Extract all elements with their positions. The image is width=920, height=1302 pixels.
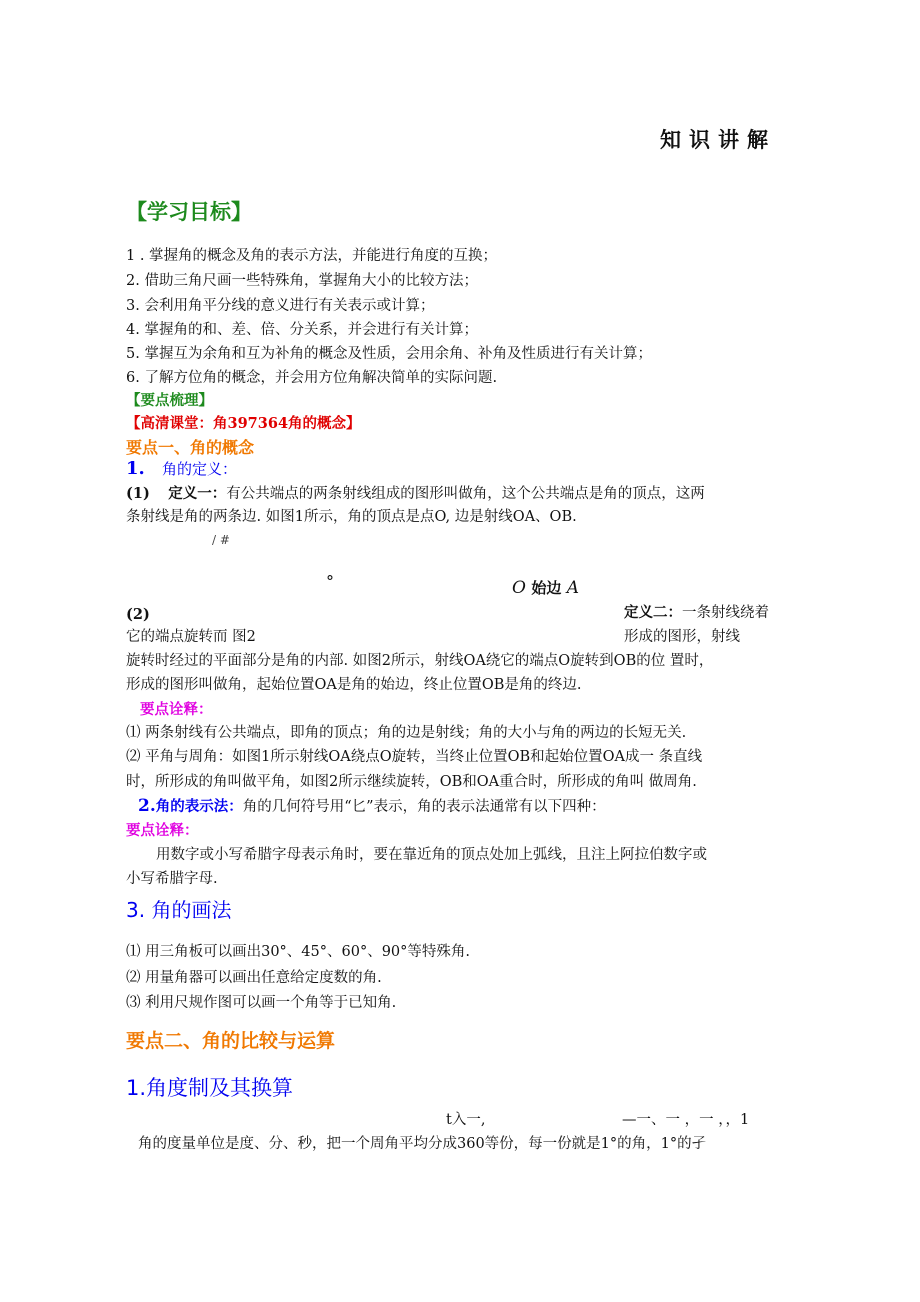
- def-number: (1): [126, 485, 150, 502]
- subsection-4: 1.角度制及其换算: [126, 1076, 294, 1100]
- figure-label: [512, 578, 579, 598]
- draw-item: ⑵ 用量角器可以画出任意给定度数的角.: [126, 970, 382, 986]
- label-o: O: [512, 578, 526, 598]
- goal-item: 3. 会利用角平分线的意义进行有关表示或计算；: [126, 298, 435, 314]
- goal-item: 5. 掌握互为余角和互为补角的概念及性质，会用余角、补角及性质进行有关计算；: [126, 346, 652, 362]
- section-2-heading: 要点二、角的比较与运算: [126, 1030, 336, 1052]
- goal-item: 6. 了解方位角的概念，并会用方位角解决简单的实际问题.: [126, 370, 498, 386]
- definition-2-cont: 形成的图形叫做角，起始位置OA是角的始边，终止位置OB是角的终边.: [126, 677, 582, 693]
- goals-heading: 【学习目标】: [126, 200, 252, 224]
- points-heading: 【要点梳理】: [126, 392, 213, 409]
- subsection-label: 角的表示法：: [155, 798, 243, 815]
- text-fragment: —一、一 ，一 ，，1: [622, 1112, 750, 1128]
- text-fragment: t入一,: [446, 1112, 486, 1128]
- definition-2: [624, 604, 769, 622]
- class-heading: 【高清课堂：角397364角的概念】: [126, 415, 361, 432]
- note-heading: 要点诠释：: [126, 822, 199, 839]
- def-text: 一条射线绕着: [682, 605, 769, 621]
- note-text: 用数字或小写希腊字母表示角时，要在靠近角的顶点处加上弧线，且注上阿拉伯数字或: [156, 847, 707, 863]
- note-item: ⑵ 平角与周角：如图1所示射线OA绕点O旋转，当终止位置OB和起始位置OA成一 条直线: [126, 749, 703, 765]
- definition-1-cont: 条射线是角的两条边. 如图1所示，角的顶点是点O, 边是射线OA、OB.: [126, 509, 577, 525]
- note-item: 时，所形成的角叫做平角，如图2所示继续旋转，OB和OA重合时，所形成的角叫 做周角.: [126, 774, 697, 790]
- section-1-heading: 要点一、角的概念: [126, 438, 255, 457]
- def-text: 有公共端点的两条射线组成的图形叫做角，这个公共端点是角的顶点，这两: [226, 486, 705, 502]
- subsection-number: 1.: [126, 458, 145, 479]
- subsection-1: [126, 458, 237, 480]
- note-heading: 要点诠释：: [140, 701, 213, 718]
- goal-item: 1 . 掌握角的概念及角的表示方法，并能进行角度的互换；: [126, 248, 498, 264]
- subsection-2: [138, 796, 606, 816]
- subsection-text: 角的几何符号用“匕”表示，角的表示法通常有以下四种：: [242, 799, 606, 815]
- body-text: 角的度量单位是度、分、秒，把一个周角平均分成360等份，每一份就是1°的角，1°的孑: [138, 1136, 707, 1152]
- figure-mark: / #: [212, 533, 230, 547]
- definition-1: [126, 485, 705, 503]
- label-a: A: [566, 578, 580, 598]
- note-text: 小写希腊字母.: [126, 871, 218, 887]
- subsection-3: 3. 角的画法: [126, 898, 232, 922]
- definition-2-left: 它的端点旋转而 图2: [126, 629, 256, 645]
- def-label: 定义二：: [624, 604, 682, 621]
- definition-2-cont: 旋转时经过的平面部分是角的内部. 如图2所示，射线OA绕它的端点O旋转到OB的位 置时，: [126, 653, 714, 669]
- goal-item: 2. 借助三角尺画一些特殊角，掌握角大小的比较方法；: [126, 273, 478, 289]
- draw-item: ⑶ 利用尺规作图可以画一个角等于已知角.: [126, 995, 397, 1011]
- subsection-label: 角的定义：: [161, 460, 237, 478]
- definition-2-right: 形成的图形，射线: [624, 629, 740, 645]
- draw-item: ⑴ 用三角板可以画出30°、45°、60°、90°等特殊角.: [126, 944, 471, 960]
- label-start-side: 始边: [531, 579, 562, 597]
- page-title: 知识讲解: [660, 128, 776, 152]
- figure-vertex: °: [326, 572, 334, 591]
- subsection-number: 2.: [138, 796, 156, 816]
- goal-item: 4. 掌握角的和、差、倍、分关系，并会进行有关计算；: [126, 322, 478, 338]
- def-2-number: (2): [126, 606, 150, 623]
- note-item: ⑴ 两条射线有公共端点，即角的顶点；角的边是射线；角的大小与角的两边的长短无关.: [126, 725, 687, 741]
- def-label: 定义一：: [168, 485, 227, 502]
